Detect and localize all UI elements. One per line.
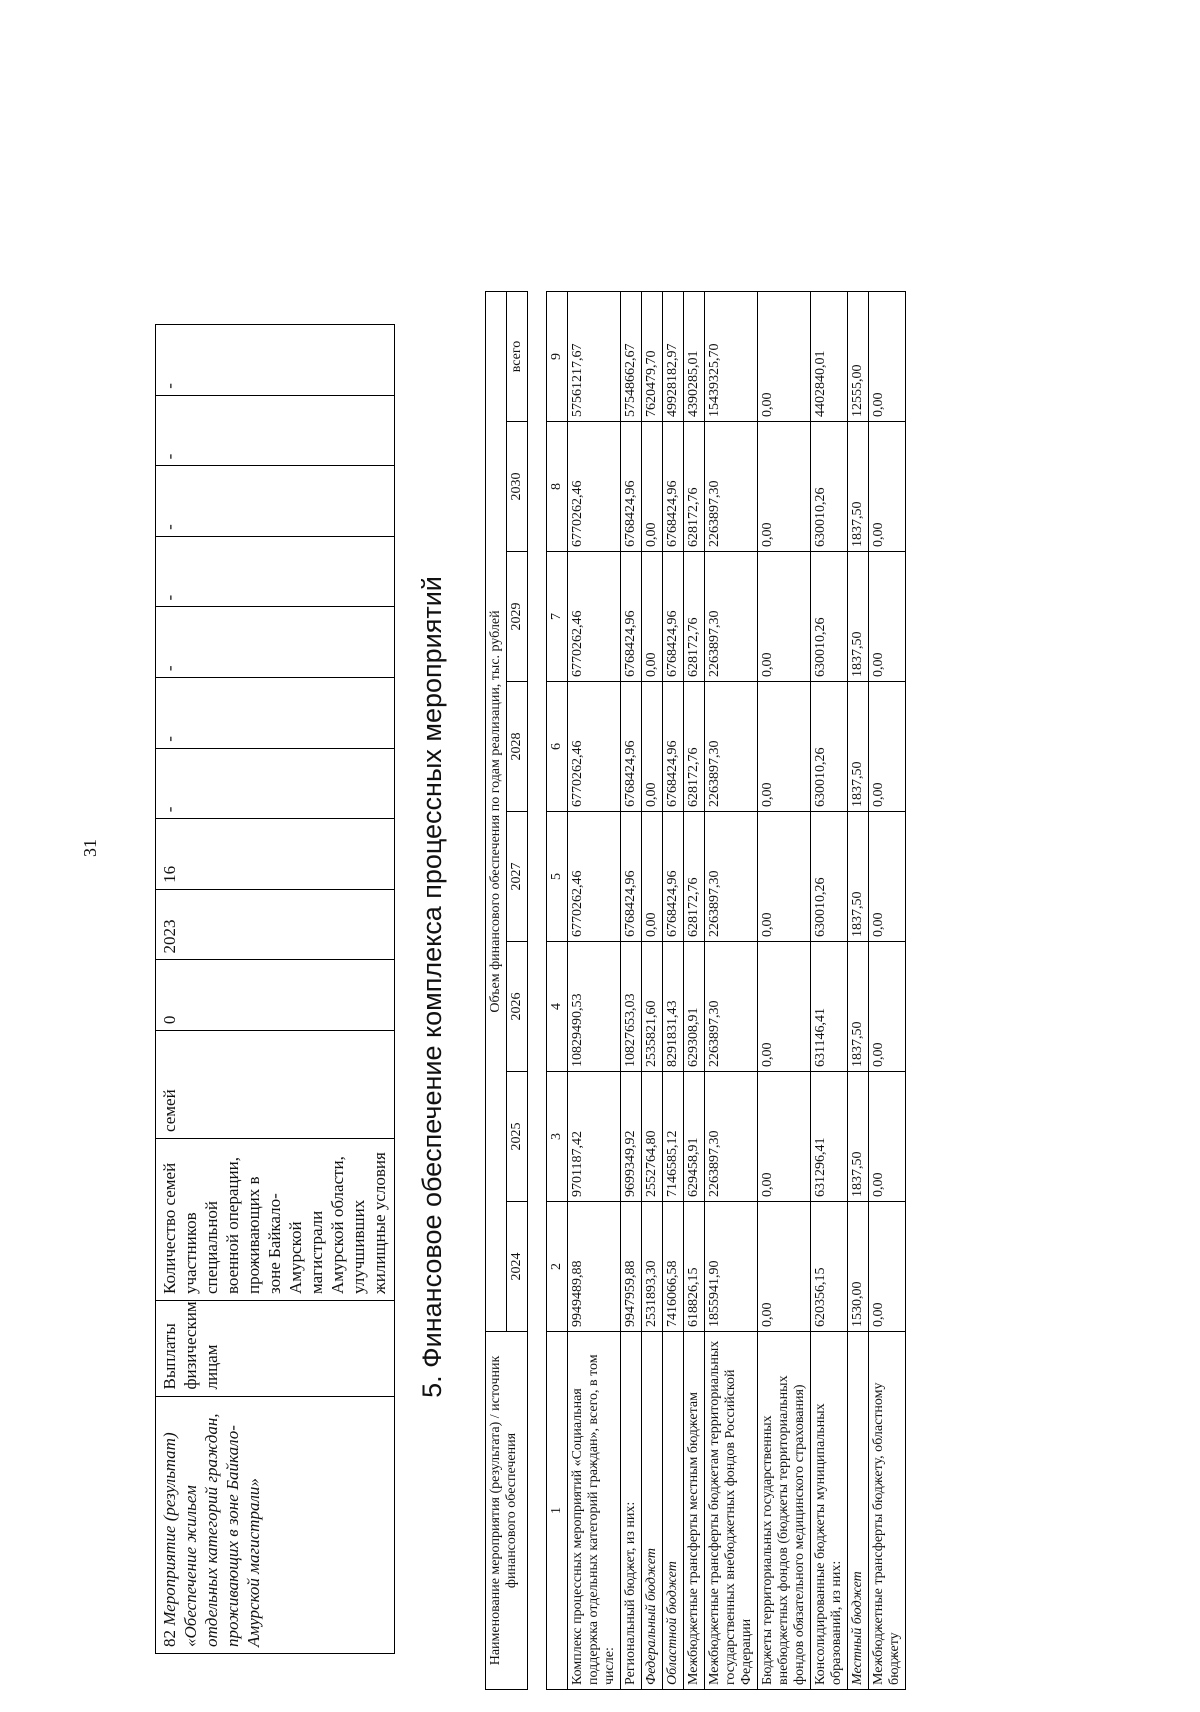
row-value: 0,00 [869,1072,906,1202]
column-index: 1 [547,1332,568,1690]
row-value: 2263897,30 [705,552,758,682]
column-index: 8 [547,422,568,552]
row-value: 0,00 [642,552,663,682]
row-name: Региональный бюджет, из них: [621,1332,642,1690]
row-total: 0,00 [758,291,811,421]
measure-row [156,325,395,1654]
row-value: 8291831,43 [663,942,684,1072]
row-total: 15439325,70 [705,291,758,421]
measure-unit: семей [156,1031,395,1139]
row-value: 0,00 [869,812,906,942]
row-total: 12555,00 [848,291,869,421]
row-value: 2263897,30 [705,942,758,1072]
section-title: 5. Финансовое обеспечение комплекса процессных мероприятий [417,576,447,1398]
row-value: 0,00 [758,942,811,1072]
row-value: 2263897,30 [705,812,758,942]
row-name: Межбюджетные трансферты местным бюджетам [684,1332,705,1690]
column-index: 3 [547,1072,568,1202]
row-value: 618826,15 [684,1202,705,1332]
row-value: 9947959,88 [621,1202,642,1332]
row-value: 1837,50 [848,1072,869,1202]
row-value: 1837,50 [848,552,869,682]
row-value: 9699349,92 [621,1072,642,1202]
row-value: 0,00 [642,682,663,812]
row-name: Местный бюджет [848,1332,869,1690]
row-value: 9949489,88 [568,1202,621,1332]
row-name: Областной бюджет [663,1332,684,1690]
column-index: 6 [547,682,568,812]
row-value: 630010,26 [811,682,848,812]
row-value: 10827653,03 [621,942,642,1072]
column-index: 2 [547,1202,568,1332]
row-value: 628172,76 [684,422,705,552]
finance-table [485,291,906,1690]
measure-number: 82 [160,1630,179,1647]
header-year: 2026 [507,942,528,1072]
finance-header-row [486,291,507,1689]
row-value: 1837,50 [848,812,869,942]
row-value: 628172,76 [684,682,705,812]
row-value: 0,00 [869,942,906,1072]
table-row [705,291,758,1689]
row-value: 2263897,30 [705,422,758,552]
row-value: 631146,41 [811,942,848,1072]
row-value: 2531893,30 [642,1202,663,1332]
row-value: 2552764,80 [642,1072,663,1202]
table-row [811,291,848,1689]
row-value: 0,00 [869,682,906,812]
row-total: 57561217,67 [568,291,621,421]
row-value: 0,00 [642,812,663,942]
measure-type: Выплаты физическим лицам [156,1301,395,1397]
row-value: 6768424,96 [663,552,684,682]
measure-title-cell [156,1396,395,1653]
measure-value: - [156,466,395,537]
column-index: 9 [547,291,568,421]
measure-indicator: Количество семей участников специальной военной операции, проживающих в зоне Байкало-Амурской магистрали Амурской области, улучшивших жилищные условия [156,1139,395,1301]
table-row [684,291,705,1689]
column-index: 7 [547,552,568,682]
row-value: 628172,76 [684,812,705,942]
row-name: Бюджеты территориальных государственных внебюджетных фондов (бюджеты территориальных фондов обязательного медицинского страхования) [758,1332,811,1690]
row-value: 630010,26 [811,812,848,942]
row-value: 6768424,96 [621,552,642,682]
row-value: 0,00 [758,812,811,942]
row-value: 6768424,96 [663,682,684,812]
table-row [869,291,906,1689]
row-value: 2263897,30 [705,1072,758,1202]
row-value: 1837,50 [848,942,869,1072]
measure-table [155,324,395,1654]
rotated-sheet [155,262,1015,1712]
finance-body [568,291,906,1689]
row-value: 7416066,58 [663,1202,684,1332]
measure-value: - [156,325,395,396]
row-value: 0,00 [869,1202,906,1332]
row-value: 0,00 [758,1202,811,1332]
measure-value: - [156,395,395,466]
row-total: 49928182,97 [663,291,684,421]
table-row [848,291,869,1689]
row-value: 9701187,42 [568,1072,621,1202]
row-value: 1855941,90 [705,1202,758,1332]
table-gap [528,291,547,1689]
row-value: 630010,26 [811,422,848,552]
measure-base-year: 2023 [156,889,395,960]
measure-title: Мероприятие (результат) «Обеспечение жильем отдельных категорий граждан, проживающих в зоне Байкало-Амурской магистрали» [160,1413,263,1647]
row-value: 628172,76 [684,552,705,682]
column-index-row [547,291,568,1689]
row-value: 6768424,96 [621,422,642,552]
row-value: 0,00 [758,682,811,812]
row-value: 6768424,96 [663,422,684,552]
row-value: 6768424,96 [663,812,684,942]
header-year: 2028 [507,682,528,812]
row-name: Межбюджетные трансферты бюджетам территориальных государственных внебюджетных фондов Российской Федерации [705,1332,758,1690]
row-value: 0,00 [869,552,906,682]
header-year: 2029 [507,552,528,682]
row-value: 6770262,46 [568,682,621,812]
row-name: Консолидированные бюджеты муниципальных образований, из них: [811,1332,848,1690]
measure-base-value: 0 [156,960,395,1031]
table-row [568,291,621,1689]
row-value: 6768424,96 [621,682,642,812]
measure-value: - [156,607,395,678]
table-row [758,291,811,1689]
row-total: 7620479,70 [642,291,663,421]
header-year: 2025 [507,1072,528,1202]
measure-value: - [156,748,395,819]
header-year: 2030 [507,422,528,552]
row-name: Межбюджетные трансферты бюджету, областному бюджету [869,1332,906,1690]
header-year: 2027 [507,812,528,942]
header-year: 2024 [507,1202,528,1332]
table-row [663,291,684,1689]
header-name: Наименование мероприятия (результата) / источник финансового обеспечения [486,1332,528,1690]
row-value: 620356,15 [811,1202,848,1332]
row-value: 2535821,60 [642,942,663,1072]
row-name: Комплекс процессных мероприятий «Социальная поддержка отдельных категорий граждан», всего, в том числе: [568,1332,621,1690]
row-value: 7146585,12 [663,1072,684,1202]
row-value: 629308,91 [684,942,705,1072]
row-value: 0,00 [758,422,811,552]
row-value: 6770262,46 [568,812,621,942]
row-value: 0,00 [642,422,663,552]
row-value: 0,00 [869,422,906,552]
row-value: 629458,91 [684,1072,705,1202]
row-value: 1837,50 [848,422,869,552]
row-value: 0,00 [758,552,811,682]
row-value: 6770262,46 [568,422,621,552]
table-row [621,291,642,1689]
row-total: 4402840,01 [811,291,848,421]
row-value: 1530,00 [848,1202,869,1332]
row-total: 0,00 [869,291,906,421]
row-value: 2263897,30 [705,682,758,812]
measure-value: 16 [156,819,395,890]
column-index: 5 [547,812,568,942]
row-name: Федеральный бюджет [642,1332,663,1690]
table-row [642,291,663,1689]
row-value: 10829490,53 [568,942,621,1072]
row-total: 57548662,67 [621,291,642,421]
row-value: 1837,50 [848,682,869,812]
page-number: 31 [80,839,100,857]
row-value: 6770262,46 [568,552,621,682]
header-group: Объем финансового обеспечения по годам реализации, тыс. рублей [486,291,507,1331]
row-total: 4390285,01 [684,291,705,421]
row-value: 631296,41 [811,1072,848,1202]
column-index: 4 [547,942,568,1072]
row-value: 6768424,96 [621,812,642,942]
row-value: 630010,26 [811,552,848,682]
measure-value: - [156,678,395,749]
header-total: всего [507,291,528,421]
row-value: 0,00 [758,1072,811,1202]
measure-value: - [156,536,395,607]
